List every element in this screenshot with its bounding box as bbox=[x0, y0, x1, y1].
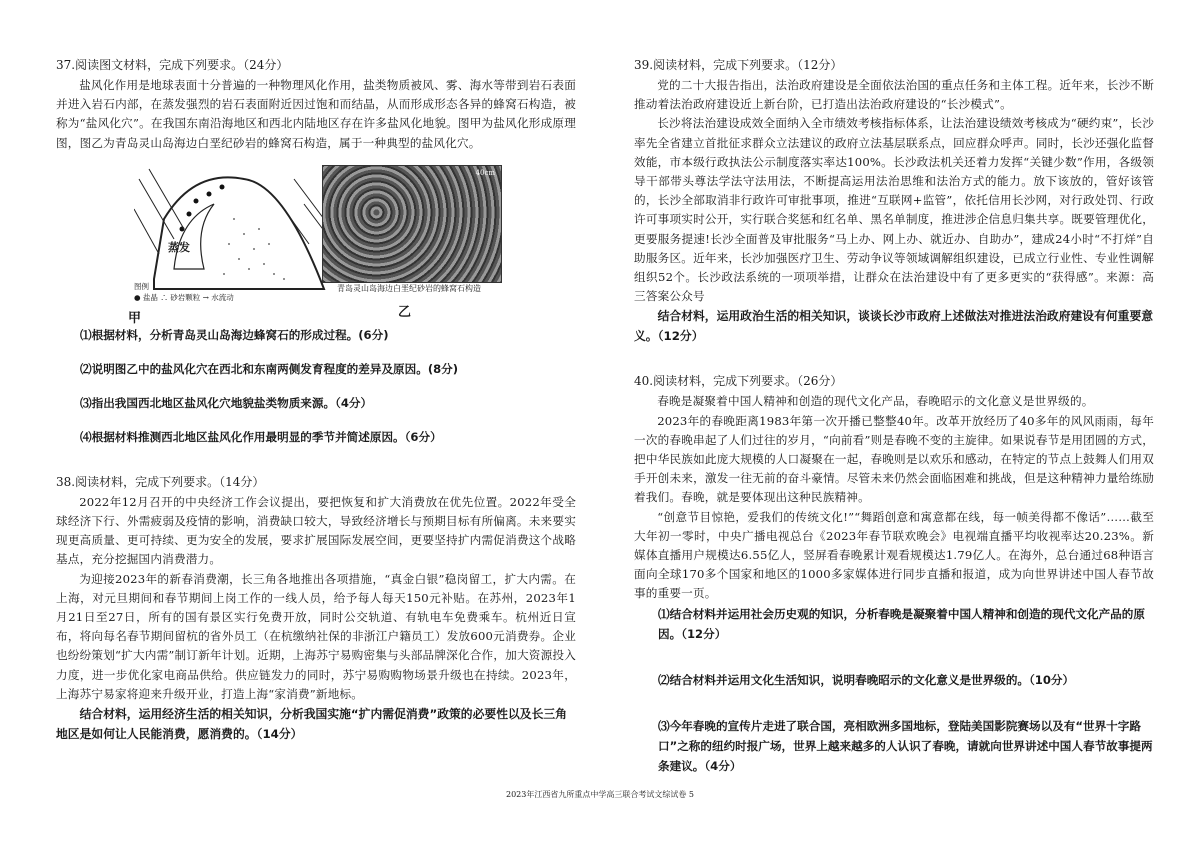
honeycomb-rock-photo bbox=[322, 165, 502, 283]
page-footer: 2023年江西省九所重点中学高三联合考试文综试卷 5 bbox=[506, 790, 694, 799]
q40-sub2: ⑵结合材料并运用文化生活知识，说明春晚昭示的文化意义是世界级的。（10分） bbox=[658, 672, 1075, 687]
q37-sub3: ⑶指出我国西北地区盐风化穴地貌盐类物质来源。（4分） bbox=[80, 395, 373, 410]
q37-sub2: ⑵说明图乙中的盐风化穴在西北和东南两侧发育程度的差异及原因。(8分) bbox=[80, 361, 459, 376]
q39-paragraph-2: 长沙将法治建设成效全面纳入全市绩效考核指标体系，让法治建设绩效考核成为“硬约束”，长沙率先全省建立首批征求群众立法建议的政府立法基层联系点，回应群众呼声。同时，长沙还强化监督效能，市本级行政执法公示制度落实率达100%。长沙政法机关还着力发挥“关键少数”作用，各级领导干部带头尊法学法守法用法，不断提高运用法治思维和法治方式的能力。放下该放的，管好该管的，长沙全部取消非行政许可审批事项，推进“互联网+监管”，依托信用长沙网，对行政处罚、行政许可事项实时公开，实行联合奖惩和红名单、黑名单制度，推进涉企信息归集共享。既要管理优化，更要服务提速!长沙全面普及审批服务“马上办、网上办、就近办、自助办”，建成24小时“不打烊”自助服务区。近年来，长沙加强医疗卫生、劳动争议等领域调解组织建设，已成立行业性、专业性调解组织52个。长沙政法系统的一项项举措，让群众在法治建设中有了更多更实的“获得感”。来源：高三答案公众号 bbox=[634, 116, 1154, 304]
q38-paragraph-2: 为迎接2023年的新春消费潮，长三角各地推出各项措施，“真金白银”稳岗留工，扩大内需。在上海，对元旦期间和春节期间上岗工作的一线人员，给予每人每天150元补贴。在苏州，2023年1月21日至27日，所有的国有景区实行免费开放，同时公交轨道、有轨电车免费乘车。杭州近日宣布，将向每名春节期间留杭的省外员工（在杭缴纳社保的非浙江户籍员工）发放600元消费券。企业也纷纷策划“扩大内需”制订新年计划。近期，上海苏宁易购密集与头部品牌深化合作，加大资源投入力度，进一步优化家电商品供给。供应链发力的同时，苏宁易购购物场景升级也在持续。2023年，上海苏宁易家将迎来升级开业，打造上海“家消费”新地标。 bbox=[56, 571, 576, 701]
figure-a-caption: 甲 bbox=[128, 310, 142, 326]
right-column bbox=[634, 56, 1154, 776]
figure-b-letter: 乙 bbox=[398, 304, 412, 320]
q38-paragraph-1: 2022年12月召开的中央经济工作会议提出，要把恢复和扩大消费放在优先位置。2022年受全球经济下行、外需疲弱及疫情的影响，消费缺口较大，导致经济增长与预期目标有所偏离。未来要实现更高质量、更可持续、更为安全的发展，要求扩展国际发展空间，更要坚持扩内需促消费这个战略基点，充分挖掘国内消费潜力。 bbox=[56, 494, 576, 567]
arrow-right-icon: → bbox=[202, 292, 209, 302]
q40-sub1: ⑴结合材料并运用社会历史观的知识，分析春晚是凝聚着中国人精神和创造的现代文化产品的原因。（12分） bbox=[658, 606, 1145, 641]
legend-title: 图例 bbox=[134, 281, 149, 291]
sand-grain-icon: ∴ bbox=[160, 292, 168, 302]
legend-sand: 砂岩颗粒 bbox=[170, 292, 201, 302]
q39-paragraph-1: 党的二十大报告指出，法治政府建设是全面依法治国的重点任务和主体工程。近年来，长沙不断推动着法治政府建设近上新台阶，已打造出法治政府建设的“长沙模式”。 bbox=[634, 78, 1154, 112]
q37-sub1: ⑴根据材料，分析青岛灵山岛海边蜂窝石的形成过程。(6分) bbox=[80, 327, 389, 342]
figure-b-caption: 青岛灵山岛海边白垩纪砂岩的蜂窝石构造 bbox=[337, 283, 481, 293]
salt-crystal-icon: ● bbox=[134, 292, 141, 302]
q37-figures bbox=[56, 159, 576, 325]
figure-legend bbox=[134, 281, 234, 303]
q38-task: 结合材料，运用经济生活的相关知识，分析我国实施“扩内需促消费”政策的必要性以及长三角地区是如何让人民能消费，愿消费的。（14分） bbox=[56, 707, 567, 742]
q37-sub4: ⑷根据材料推测西北地区盐风化作用最明显的季节并简述原因。（6分） bbox=[80, 429, 442, 444]
q39-header: 39.阅读材料，完成下列要求。（12分） bbox=[634, 58, 843, 72]
q40-sub3: ⑶今年春晚的宣传片走进了联合国，亮相欧洲多国地标，登陆美国影院赛场以及有“世界十字路口”之称的纽约时报广场，世界上越来越多的人认识了春晚，请就向世界讲述中国人春节故事提两条建议。（4分） bbox=[658, 718, 1153, 773]
scale-label: 40cm bbox=[475, 168, 495, 177]
evaporation-label: 蒸发 bbox=[168, 240, 190, 254]
q38-header: 38.阅读材料，完成下列要求。（14分） bbox=[56, 474, 265, 489]
q40-header: 40.阅读材料，完成下列要求。（26分） bbox=[634, 374, 843, 389]
q40-paragraph-2: 2023年的春晚距离1983年第一次开播已整整40年。改革开放经历了40多年的风风雨雨，每年一次的春晚串起了人们过往的岁月，“向前看”则是春晚不变的主旋律。如果说春节是用团圆的方式，把中华民族如此庞大规模的人口凝聚在一起，春晚则是以欢乐和感动，在特定的节点上鼓舞人们用双手开创未来，激发一往无前的奋斗豪情。尽管未来仍然会面临困难和挑战，但是这种精神力量给练励着我们。春晚，就是要体现出这种民族精神。 bbox=[634, 413, 1154, 505]
q37-header: 37.阅读图文材料，完成下列要求。（24分） bbox=[56, 58, 289, 72]
legend-water: 水流动 bbox=[211, 292, 234, 302]
q40-paragraph-3: “创意节目惊艳，爱我们的传统文化!”“舞蹈创意和寓意都在线，每一帧美得都不像话”……截至大年初一零时，中央广播电视总台《2023年春节联欢晚会》电视端直播平均收视率达20.23%。新媒体直播用户规模达6.55亿人，竖屏看春晚累计观看规模达1.79亿人。在海外，总台通过68种语言面向全球170多个国家和地区的1000多家媒体进行同步直播和报道，成为向世界讲述中国人春节故事的重要一页。 bbox=[634, 509, 1154, 601]
q37-paragraph: 盐风化作用是地球表面十分普遍的一种物理风化作用，盐类物质被风、雾、海水等带到岩石表面并进入岩石内部，在蒸发强烈的岩石表面附近因过饱和而结晶，从而形成形态各异的蜂窝石构造，被称为“盐风化穴”。在我国东南沿海地区和西北内陆地区存在许多盐风化地貌。图甲为盐风化形成原理图，图乙为青岛灵山岛海边白垩纪砂岩的蜂窝石构造，属于一种典型的盐风化穴。 bbox=[56, 78, 576, 150]
q39-task: 结合材料，运用政治生活的相关知识，谈谈长沙市政府上述做法对推进法治政府建设有何重要意义。（12分） bbox=[634, 309, 1154, 344]
legend-salt: 盐晶 bbox=[142, 292, 158, 302]
left-column bbox=[56, 56, 576, 744]
q40-paragraph-1: 春晚是凝聚着中国人精神和创造的现代文化产品，春晚昭示的文化意义是世界级的。 bbox=[657, 394, 1094, 409]
